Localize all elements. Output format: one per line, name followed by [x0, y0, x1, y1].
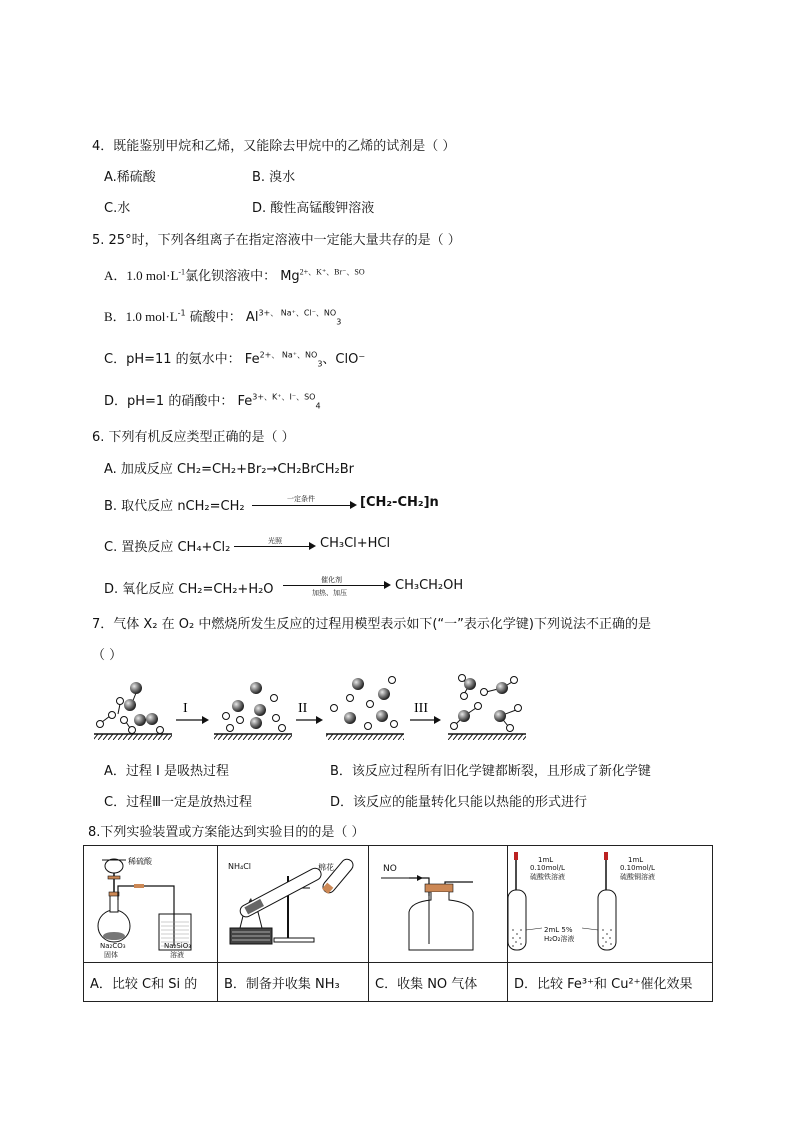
label-right-conc: 0.10mol/L [620, 864, 655, 872]
label-na2co3: Na₂CO₃ [100, 942, 126, 950]
step-label-3: III [414, 701, 428, 716]
apparatus-d [508, 846, 713, 963]
state-3-atoms [331, 677, 398, 730]
q4-stem: 4．既能鉴别甲烷和乙烯，又能除去甲烷中的乙烯的试剂是（ ） [92, 139, 456, 154]
label-cotton: 棉花 [318, 863, 334, 872]
label-solid: 固体 [104, 951, 118, 959]
label-h2o2-vol: 2mL 5% [544, 926, 573, 934]
step-label-1: I [183, 701, 188, 716]
q8-apparatus-table [83, 845, 713, 1002]
q6-b-arrowhead [350, 501, 357, 509]
q7-stem: 7．气体 X₂ 在 O₂ 中燃烧所发生反应的过程用模型表示如下(“一”表示化学键)下列说法不正确的是 [92, 617, 651, 632]
q7-paren: （ ） [92, 648, 123, 663]
q6-option-b-left: B. 取代反应 nCH₂=CH₂ [104, 499, 245, 514]
label-no-gas: NO [383, 864, 397, 874]
caption-d: D．比较 Fe³⁺和 Cu²⁺催化效果 [508, 963, 713, 1002]
state-4-molecules [451, 675, 522, 732]
q7-reaction-model-diagram [88, 668, 708, 748]
q6-option-d-left: D. 氧化反应 CH₂=CH₂+H₂O [104, 582, 274, 597]
label-h2o2-solution: H₂O₂溶液 [544, 935, 575, 943]
q6-option-c-condition: 光照 [268, 537, 282, 545]
q6-b-arrow-line [252, 505, 352, 506]
ground-1 [94, 734, 172, 740]
q6-c-arrow-line [234, 546, 310, 547]
caption-b: B．制备并收集 NH₃ [218, 963, 369, 1002]
label-right-1ml: 1mL [628, 856, 644, 864]
state-1-molecules [97, 682, 164, 734]
q6-c-arrowhead [309, 542, 316, 550]
caption-c: C．收集 NO 气体 [369, 963, 508, 1002]
caption-a: A．比较 C和 Si 的 [84, 963, 218, 1002]
q6-option-d-condition-bottom: 加热、加压 [312, 589, 347, 597]
q4-option-c: C.水 [104, 201, 131, 216]
q6-d-arrowhead [384, 581, 391, 589]
q7-option-a: A．过程 I 是吸热过程 [104, 764, 229, 779]
q5-option-a: A．1.0 $mol\cdot L^{-1}$氯化钡溶液中： $Mg^{2+、K^+、Br^-、SO}$ [104, 267, 365, 284]
step-label-2: II [298, 701, 308, 716]
q6-option-c-right: CH₃Cl+HCl [320, 536, 391, 551]
label-dilute-sulfuric-acid: 稀硫酸 [128, 857, 152, 866]
q5-option-b: B．1.0 $mol\cdot L^{-1}$ 硫酸中： $Al^{3+、 Na^+、Cl^-、NO}_3$ [104, 308, 342, 327]
q7-option-c: C．过程Ⅲ一定是放热过程 [104, 795, 253, 810]
label-na2sio3: Na₂SiO₃ [164, 942, 192, 950]
q5-option-c: C．pH=11 的氨水中： $Fe^{2+、 Na^+、NO}_3$、ClO⁻ [104, 350, 366, 369]
q6-option-d-condition-top: 催化剂 [321, 576, 342, 584]
q6-option-b-right: [CH₂-CH₂]n [360, 495, 439, 510]
q5-stem: 5. 25°时，下列各组离子在指定溶液中一定能大量共存的是（ ） [92, 233, 461, 248]
apparatus-a [84, 846, 218, 963]
q6-option-c-left: C. 置换反应 CH₄+Cl₂ [104, 540, 231, 555]
q4-option-a: A.稀硫酸 [104, 170, 156, 185]
q7-option-d: D．该反应的能量转化只能以热能的形式进行 [330, 795, 588, 810]
q4-option-b: B. 溴水 [252, 170, 296, 185]
state-2-atoms [223, 682, 286, 732]
apparatus-b [218, 846, 369, 963]
q6-option-a: A. 加成反应 CH₂=CH₂+Br₂→CH₂BrCH₂Br [104, 462, 354, 477]
apparatus-c [369, 846, 508, 963]
q4-option-d: D. 酸性高锰酸钾溶液 [252, 201, 375, 216]
label-left-conc: 0.10mol/L [530, 864, 565, 872]
label-solution: 溶液 [170, 951, 184, 959]
label-left-fe2so43: 硫酸铁溶液 [530, 873, 565, 881]
label-left-1ml: 1mL [538, 856, 554, 864]
q6-option-d-right: CH₃CH₂OH [395, 578, 464, 593]
label-nh4cl: NH₄Cl [228, 862, 252, 871]
q5-option-d: D．pH=1 的硝酸中： $Fe^{3+、K^+、I^-、SO}_4$ [104, 392, 321, 411]
q8-stem: 8.下列实验装置或方案能达到实验目的的是（ ） [88, 825, 365, 840]
q6-option-b-condition: 一定条件 [287, 495, 315, 503]
q7-option-b: B．该反应过程所有旧化学键都断裂，且形成了新化学键 [330, 764, 651, 779]
label-right-cuso4: 硫酸铜溶液 [620, 873, 655, 881]
q6-stem: 6. 下列有机反应类型正确的是（ ） [92, 430, 295, 445]
q6-d-arrow-line [283, 585, 385, 586]
